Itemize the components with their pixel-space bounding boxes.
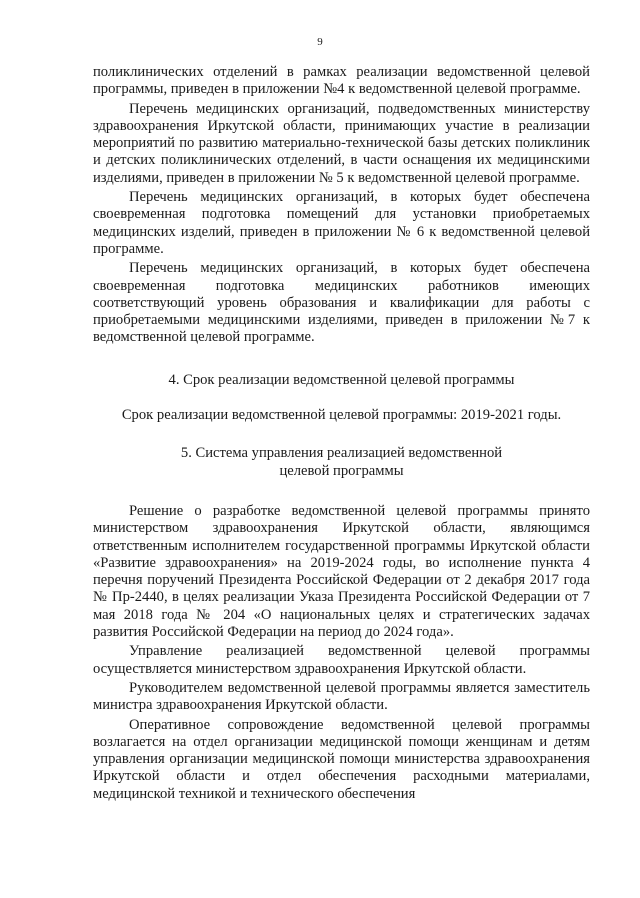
section-5-heading [93, 445, 590, 480]
paragraph-continuation: поликлинических отделений в рамках реализации ведомственной целевой программы, приведен в приложении №4 к ведомственной целевой программе. [93, 64, 590, 98]
paragraph-appendix-7: Перечень медицинских организаций, в которых будет обеспечена своевременная подготовка медицинских работников имеющих соответствующий уровень образования и квалификации для работы с приобретаемыми медицинскими изделиями, приведен в приложении №7 к ведомственной целевой программе. [93, 260, 590, 346]
section-4-text: Срок реализации ведомственной целевой программы: 2019-2021 годы. [121, 407, 562, 424]
document-body [93, 64, 590, 803]
paragraph-appendix-5: Перечень медицинских организаций, подведомственных министерству здравоохранения Иркутской области, принимающих участие в реализации мероприятий по развитию материально-технической базы детских поликлиник и детских поликлинических отделений, в части оснащения их медицинскими изделиями, приведен в приложении № 5 к ведомственной целевой программе. [93, 100, 590, 186]
paragraph-program-decision: Решение о разработке ведомственной целевой программы принято министерством здравоохранения Иркутской области, являющимся ответственным исполнителем государственной программы Иркутской области «Развитие здравоохранения» на 2019-2024 годы, во исполнение пункта 4 перечня поручений Президента Российской Федерации от 2 декабря 2017 года № Пр-2440, в целях реализации Указа Президента Российской Федерации от 7 мая 2018 года № 204 «О национальных целях и стратегических задачах развития Российской Федерации на период до 2024 года». [93, 502, 590, 641]
paragraph-program-head: Руководителем ведомственной целевой программы является заместитель министра здравоохранения Иркутской области. [93, 679, 590, 714]
page-number: 9 [317, 36, 323, 48]
section-5-heading-line-2: целевой программы [279, 462, 404, 479]
paragraph-appendix-6: Перечень медицинских организаций, в которых будет обеспечена своевременная подготовка помещений для установки приобретаемых медицинских изделий, приведен в приложении № 6 к ведомственной целевой программе. [93, 189, 590, 257]
section-4-heading: 4. Срок реализации ведомственной целевой программы [168, 371, 515, 388]
paragraph-program-management: Управление реализацией ведомственной целевой программы осуществляется министерством здравоохранения Иркутской области. [93, 643, 590, 677]
paragraph-operational-support: Оперативное сопровождение ведомственной целевой программы возлагается на отдел организации медицинской помощи женщинам и детям управления организации медицинской помощи министерства здравоохранения Иркутской области и отдел обеспечения расходными материалами, медицинской техникой и технического обеспечения [93, 716, 590, 802]
section-5-heading-line-1: 5. Система управления реализацией ведомственной [180, 445, 503, 462]
